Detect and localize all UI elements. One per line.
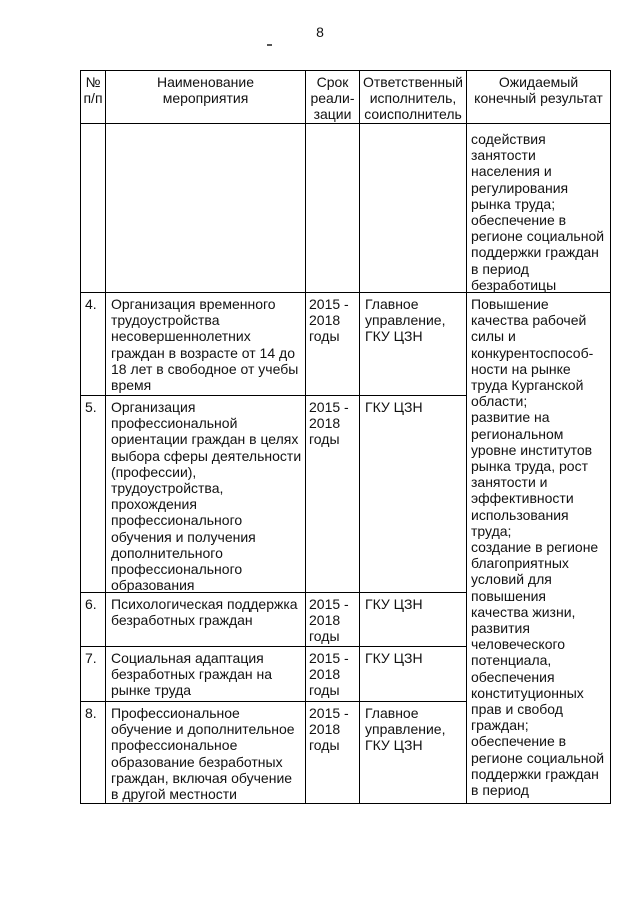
row-6-name: Психологическая поддержка безработных граждан xyxy=(111,596,298,629)
row-border xyxy=(80,701,466,702)
row-4-executor: Главное управление, ГКУ ЦЗН xyxy=(365,296,446,345)
header-result: Ожидаемый конечный результат xyxy=(474,74,603,107)
row-6-number: 6. xyxy=(85,596,97,612)
row-5-term: 2015 - 2018 годы xyxy=(309,399,349,448)
header-number: № п/п xyxy=(83,74,103,107)
column-divider xyxy=(305,70,306,804)
row-8-name: Профессиональное обучение и дополнительное профессиональное образование безработных граждан, включая обучение в другой местности xyxy=(111,705,295,803)
row-7-executor: ГКУ ЦЗН xyxy=(365,650,423,666)
scan-mark xyxy=(267,44,272,46)
table-border-right xyxy=(610,70,611,804)
merged-result: Повышение качества рабочей силы и конкурентоспособ- ности на рынке труда Курганской области; развитие на региональном уровне институтов рынка труда, рост занятости и эффективности использования труда; создание в регионе благоприятных условий для повышения качества жизни, развития человеческого потенциала, обеспечения конституционных прав и свобод граждан; обеспечение в регионе социальной поддержки граждан в период xyxy=(471,296,605,799)
row-border xyxy=(80,395,466,396)
row-6-term: 2015 - 2018 годы xyxy=(309,596,349,645)
column-divider xyxy=(359,70,360,804)
table-border-left xyxy=(80,70,81,804)
continued-result: содействия занятости населения и регулирования рынка труда; обеспечение в регионе социальной поддержки граждан в период безработицы xyxy=(471,131,605,293)
row-8-executor: Главное управление, ГКУ ЦЗН xyxy=(365,705,446,754)
row-border xyxy=(80,292,466,293)
row-border xyxy=(80,646,466,647)
row-6-executor: ГКУ ЦЗН xyxy=(365,596,423,612)
table-border-bottom xyxy=(80,803,611,804)
row-5-number: 5. xyxy=(85,399,97,415)
row-7-number: 7. xyxy=(85,650,97,666)
header-bottom-border xyxy=(80,123,611,124)
column-divider xyxy=(466,70,467,804)
row-7-term: 2015 - 2018 годы xyxy=(309,650,349,699)
column-divider xyxy=(105,70,106,804)
row-8-number: 8. xyxy=(85,705,97,721)
row-5-name: Организация профессиональной ориентации граждан в целях выбора сферы деятельности (профессии), трудоустройства, прохождения профессионального обучения и получения дополнительного профессионального образования xyxy=(111,399,302,594)
header-executor: Ответственный исполнитель, соисполнитель xyxy=(363,74,463,123)
row-5-executor: ГКУ ЦЗН xyxy=(365,399,423,415)
row-4-term: 2015 - 2018 годы xyxy=(309,296,349,345)
row-4-number: 4. xyxy=(85,296,97,312)
page-number: 8 xyxy=(316,24,324,40)
row-4-name: Организация временного трудоустройства несовершеннолетних граждан в возрасте от 14 до 18 лет в свободное от учебы время xyxy=(111,296,299,394)
table-border-top xyxy=(80,70,611,71)
row-7-name: Социальная адаптация безработных граждан на рынке труда xyxy=(111,650,273,699)
header-name: Наименование мероприятия xyxy=(156,74,255,107)
row-8-term: 2015 - 2018 годы xyxy=(309,705,349,754)
header-term: Срок реали- зации xyxy=(310,74,355,123)
